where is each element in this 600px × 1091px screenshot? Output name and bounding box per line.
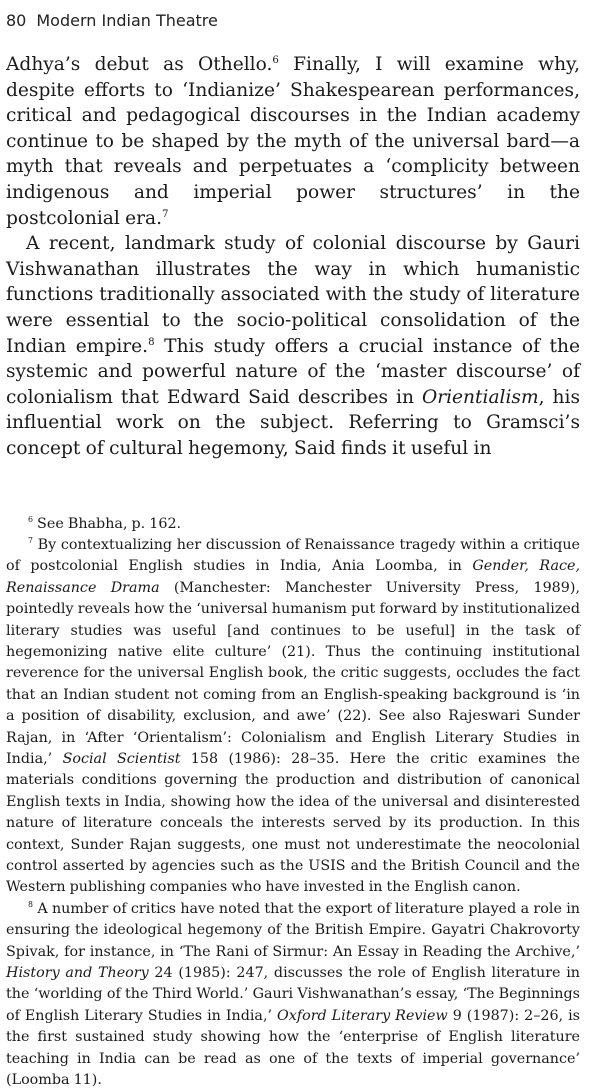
text-run: Finally, I will examine why, despite efforts to ‘Indianize’ Shakespearean performances, critical and pedagogical discourses in the Indian academy continue to be shaped by the myth of the universal bard—a myth that reveals and perpetuates a ‘complicity between indigenous and imperial power structures’ in the postcolonial era. [6, 54, 580, 229]
page-number: 80 [6, 11, 26, 30]
footnote-text: 9 (1987): 2–26, is the first sustained study showing how the ‘enterprise of English literature teaching in India can be read as one of the texts of imperial governance’ (Loomba 11). [6, 1008, 580, 1088]
footnote-number: 8 [28, 900, 33, 909]
text-run: , his influential work on the subject. Referring to Gramsci’s concept of cultural hegemony, Said finds it useful in [6, 387, 580, 459]
footnote-text: A number of critics have noted that the export of literature played a role in ensuring the ideological hegemony of the British Empire. Gayatri Chakrovorty Spivak, for instance, in ‘The Rani of Sirmur: An Essay in Reading the Archive,’ [6, 901, 580, 960]
italic-title: Oxford Literary Review [277, 1008, 448, 1024]
italic-title: Gender, Race, Renaissance Drama [6, 558, 580, 595]
footnote-text: 158 (1986): 28–35. Here the critic examines the materials conditions governing the production and distribution of canonical English texts in India, showing how the idea of the universal and disinterested nature of literature conceals the interests served by its production. In this context, Sunder Rajan suggests, one must not underestimate the neocolonial control asserted by agencies such as the USIS and the British Council and the Western publishing companies who have invested in the English canon. [6, 751, 580, 895]
footnote-8 [6, 899, 580, 1091]
main-text [6, 52, 580, 462]
footnote-ref-6: 6 [272, 55, 279, 66]
text-run: This study offers a crucial instance of the systemic and powerful nature of the ‘master discourse’ of colonialism that Edward Said describes in [6, 336, 580, 408]
footnote-ref-7: 7 [162, 208, 169, 219]
footnote-text: By contextualizing her discussion of Renaissance tragedy within a critique of postcolonial English studies in India, Ania Loomba, in [6, 537, 580, 574]
italic-title: History and Theory [6, 965, 149, 981]
footnote-number: 7 [28, 536, 33, 545]
italic-title: Social Scientist [63, 751, 181, 767]
footnote-6 [6, 514, 580, 535]
footnotes [6, 514, 580, 1091]
italic-title: Orientialism [422, 387, 539, 408]
text-run: Adhya’s debut as Othello. [6, 54, 272, 75]
footnote-number: 6 [28, 515, 33, 524]
footnote-7 [6, 535, 580, 899]
paragraph-2 [6, 231, 580, 461]
paragraph-1 [6, 52, 580, 231]
running-title: Modern Indian Theatre [36, 11, 218, 30]
footnote-text: See Bhabha, p. 162. [33, 516, 181, 532]
running-head [6, 0, 580, 30]
footnote-ref-8: 8 [148, 336, 155, 347]
footnote-text: 24 (1985): 247, discusses the role of English literature in the ‘worlding of the Third World.’ Gauri Vishwanathan’s essay, ‘The Beginnings of English Literary Studies in India,’ [6, 965, 580, 1024]
footnote-text: (Manchester: Manchester University Press, 1989), pointedly reveals how the ‘universal humanism put forward by institutionalized literary studies was useful [and continues to be useful] in the task of hegemonizing native elite culture’ (21). Thus the continuing institutional reverence for the universal English book, the critic suggests, occludes the fact that an Indian student not coming from an English-speaking background is ‘in a position of disability, exclusion, and awe’ (22). See also Rajeswari Sunder Rajan, in ‘After ‘Orientalism’: Colonialism and English Literary Studies in India,’ [6, 580, 580, 767]
text-run: A recent, landmark study of colonial discourse by Gauri Vishwanathan illustrates the way in which humanistic functions traditionally associated with the study of literature were essential to the socio-political consolidation of the Indian empire. [6, 233, 580, 356]
